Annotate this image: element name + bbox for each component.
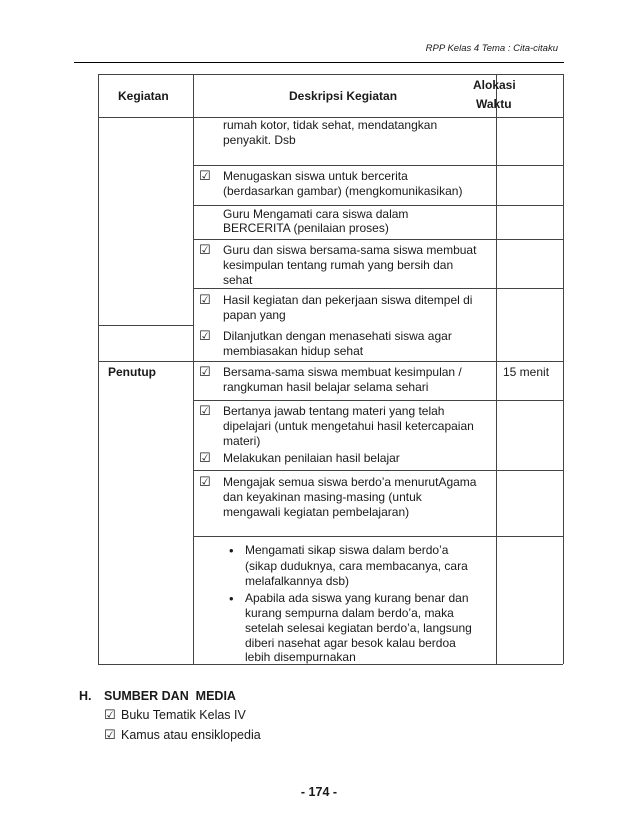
checkbox-icon: ☑ [199,293,211,308]
row4-line1: Guru dan siswa bersama-sama siswa membuat [223,243,477,257]
table-row-divider [193,239,563,240]
row3-line1: Guru Mengamati cara siswa dalam [223,207,409,221]
table-row-divider [193,536,563,537]
source-item: Buku Tematik Kelas IV [121,708,246,722]
row2-line1: Menugaskan siswa untuk bercerita [223,169,408,183]
header-waktu: Waktu [476,97,512,111]
bullet-icon: • [229,591,234,606]
section-title: SUMBER DAN MEDIA [104,689,236,703]
table-row-divider [193,288,563,289]
header-alokasi: Alokasi [473,78,516,92]
row10-b2-line1: Apabila ada siswa yang kurang benar dan [245,591,469,605]
row9-line3: mengawali kegiatan pembelajaran) [223,505,410,519]
table-row-divider [98,325,193,326]
bullet-icon: • [229,543,234,558]
row8-line3: materi) [223,434,261,448]
header-rule [74,62,564,63]
row5-line2: papan yang [223,308,286,322]
row5-line1: Hasil kegiatan dan pekerjaan siswa ditempel di [223,293,473,307]
row4-line2: kesimpulan tentang rumah yang bersih dan [223,258,454,272]
row10-b1-line3: melafalkannya dsb) [245,574,350,588]
checkbox-icon: ☑ [199,404,211,419]
checkbox-icon: ☑ [199,451,211,466]
header-deskripsi: Deskripsi Kegiatan [289,89,398,103]
row3-line2: BERCERITA (penilaian proses) [223,221,389,235]
row2-line2: (berdasarkan gambar) (mengkomunikasikan) [223,184,463,198]
section-letter: H. [79,689,92,703]
row7-line2: rangkuman hasil belajar selama sehari [223,380,429,394]
table-col-divider [496,74,497,664]
row7-line1: Bersama-sama siswa membuat kesimpulan / [223,365,462,379]
row10-b2-line3: setelah selesai kegiatan berdo’a, langsung [245,621,472,635]
row8-line2: dipelajari (untuk mengetahui hasil ketercapaian [223,419,474,433]
checkbox-icon: ☑ [199,365,211,380]
row10-b2-line4: diberi nasehat agar besok kalau berdoa [245,636,456,650]
checkbox-icon: ☑ [199,169,211,184]
row8-line1: Bertanya jawab tentang materi yang telah [223,404,445,418]
row8-line4: Melakukan penilaian hasil belajar [223,451,400,465]
checkbox-icon: ☑ [199,329,211,344]
row10-b2-line2: kurang sempurna dalam berdo’a, maka [245,606,454,620]
row10-b1-line2: (sikap duduknya, cara membacanya, cara [245,559,468,573]
table-row-divider [193,400,563,401]
table-row-divider [193,470,563,471]
source-item: Kamus atau ensiklopedia [121,728,261,742]
row4-line3: sehat [223,273,253,287]
table-row-divider [193,205,563,206]
waktu-penutup: 15 menit [503,365,550,379]
row1-line2: penyakit. Dsb [223,133,296,147]
row10-b1-line1: Mengamati sikap siswa dalam berdo’a [245,543,449,557]
table-border-top [98,74,563,75]
checkbox-icon: ☑ [104,728,116,743]
row10-b2-line5: lebih disempurnakan [245,650,356,664]
row1-line1: rumah kotor, tidak sehat, mendatangkan [223,118,438,132]
page-number: - 174 - [300,785,338,799]
header-kegiatan: Kegiatan [118,89,169,103]
table-border-right [563,74,564,664]
running-header: RPP Kelas 4 Tema : Cita-citaku [425,43,558,54]
row6-line2: membiasakan hidup sehat [223,344,364,358]
checkbox-icon: ☑ [199,243,211,258]
checkbox-icon: ☑ [104,708,116,723]
kegiatan-penutup: Penutup [108,365,156,379]
table-col-divider [193,74,194,664]
table-row-divider [98,361,563,362]
row9-line1: Mengajak semua siswa berdo’a menurutAgama [223,475,477,489]
row6-line1: Dilanjutkan dengan menasehati siswa agar [223,329,452,343]
row9-line2: dan keyakinan masing-masing (untuk [223,490,422,504]
table-border-left [98,74,99,664]
checkbox-icon: ☑ [199,475,211,490]
table-row-divider [193,165,563,166]
